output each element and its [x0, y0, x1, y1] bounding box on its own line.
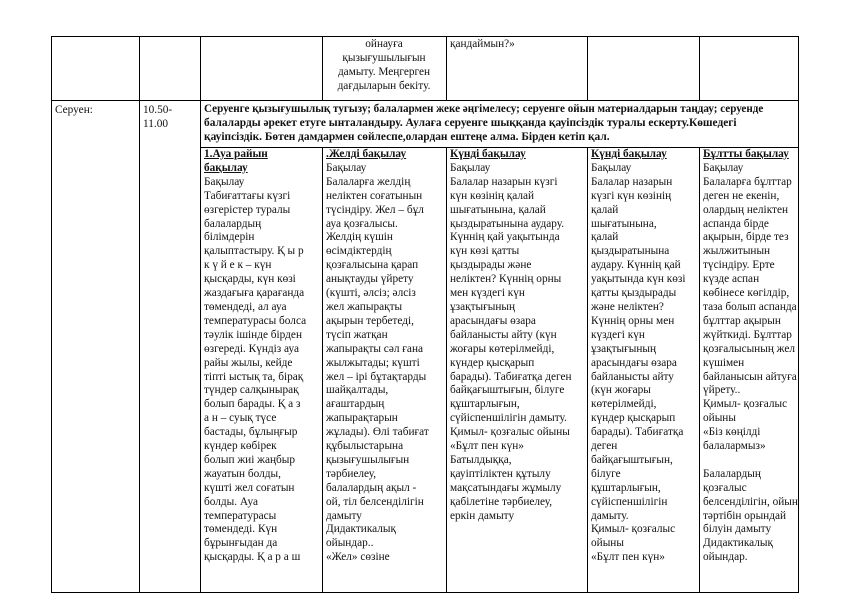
table-col-border: [798, 36, 799, 593]
table-col-border: [587, 147, 588, 593]
text-line: ойындар.: [703, 551, 748, 564]
text-line: қозғалысының жел: [703, 342, 795, 355]
text-line: 10.50-: [143, 104, 173, 116]
text-line: Қимыл- қозғалыс: [591, 523, 676, 536]
table-col-border: [322, 36, 323, 101]
text-line: жауатын болды,: [204, 467, 281, 480]
text-line: болып барады. Қ а з: [204, 398, 301, 411]
text-line: қызығушылығын: [326, 453, 410, 466]
text-line: райы жылы, кейде: [204, 356, 293, 369]
text-line: ой, тіл белсенділігін: [326, 495, 424, 508]
text-line: күзде аспан: [703, 273, 760, 286]
text-line: үйрету..: [703, 384, 741, 397]
walk-label: [55, 104, 137, 118]
text-line: ауа қозғалысы.: [326, 217, 398, 230]
table-col-border: [51, 36, 52, 593]
text-line: болды. Ауа: [204, 495, 258, 508]
walk-intro: [204, 103, 798, 145]
text-line: күндер қысқарып: [450, 356, 535, 369]
text-line: байланысын айтуға: [703, 370, 797, 383]
table-col-border: [446, 147, 447, 593]
text-line: балалармыз»: [703, 440, 766, 453]
text-line: жел – ірі бұтақтарды: [326, 370, 427, 383]
text-line: аудару. Күннің қай: [591, 259, 681, 272]
text-line: жылжытады; күшті: [326, 356, 420, 369]
text-line: қозғалыс: [703, 481, 747, 494]
text-line: а н – суық түсе: [204, 412, 277, 425]
text-line: деген не екенін,: [703, 189, 780, 202]
text-line: жаздағыға қарағанда: [204, 287, 305, 300]
text-line: қабілетіне тәрбиелеу,: [450, 495, 553, 508]
text-line: мақсатындағы жұмылу: [450, 481, 562, 494]
text-line: төмендеді. Күн: [204, 523, 278, 536]
table-col-border: [446, 36, 447, 101]
text-line: жел жапырақты: [326, 300, 403, 313]
text-line: қандаймын?»: [450, 38, 515, 50]
observation-clouds: [703, 148, 798, 565]
observation-title: бақылау: [204, 161, 248, 174]
text-line: бастады, бұлыңғыр: [204, 426, 298, 439]
text-line: байқағыштығын,: [591, 453, 673, 466]
text-line: білуге: [591, 467, 621, 480]
table-col-border: [699, 147, 700, 593]
text-line: ұзақтығының: [591, 342, 657, 355]
text-line: өсімдіктердің: [326, 245, 392, 258]
text-line: балаларды әрекет етуге ынталандыру. Аулаға серуенге шыққанда қауіпсіздік туралы ескерту.Көшедегі: [204, 116, 737, 129]
text-line: күзгі күн көзінің: [591, 189, 672, 202]
text-line: қауіптіліктен құтылу: [450, 467, 551, 480]
text-line: жүйткиді. Бұлттар: [703, 328, 792, 341]
text-line: (күшті, әлсіз; әлсіз: [326, 287, 416, 300]
text-line: «Біз көңілді: [703, 426, 761, 439]
text-line: қыздыратынына аудару.: [450, 217, 565, 230]
text-line: ақырын, бірде тез: [703, 231, 789, 244]
text-line: жұлады). Өлі табиғат: [326, 426, 429, 439]
text-line: Бақылау: [326, 161, 367, 174]
text-line: күн көзінің қалай: [450, 189, 535, 202]
text-line: Бақылау: [591, 161, 632, 174]
text-line: түсіндіру. Жел – бұл: [326, 203, 424, 216]
text-line: Бақылау: [703, 161, 744, 174]
text-line: жапырақтарын: [326, 412, 398, 425]
text-line: Балаларға желдің: [326, 175, 411, 188]
text-line: Табиғаттағы күзгі: [204, 189, 291, 202]
text-line: және неліктен?: [591, 300, 664, 313]
text-line: Бақылау: [450, 161, 491, 174]
text-line: Желдің күшін: [326, 231, 393, 244]
text-line: білуін дамыту: [703, 523, 772, 536]
text-line: неліктен? Күннің орны: [450, 273, 562, 286]
text-line: Күннің қай уақытында: [450, 231, 560, 244]
text-line: сүйіспеншілігін дамыту.: [450, 412, 567, 425]
observation-title: 1.Ауа райын: [204, 148, 268, 160]
text-line: температурасы болса: [204, 314, 307, 327]
text-line: түндер салқынырақ: [204, 384, 299, 397]
observation-title: .Желді бақылау: [326, 148, 407, 160]
text-line: еркін дамыту: [450, 509, 515, 522]
text-line: деген: [591, 440, 618, 453]
text-line: Қимыл- қозғалыс ойыны: [450, 426, 570, 439]
top-cell-game: [450, 38, 584, 52]
text-line: болып жиі жаңбыр: [204, 453, 296, 466]
text-line: барады). Табиғатқа: [591, 426, 684, 439]
text-line: Балалардың: [703, 467, 761, 480]
observation-title: Күнді бақылау: [591, 148, 667, 160]
text-line: күн көзі қатты: [450, 245, 520, 258]
text-line: қозғалысына қарап: [326, 259, 419, 272]
text-line: [703, 454, 798, 468]
text-line: ойыны: [703, 412, 736, 425]
text-line: ойнауға: [365, 38, 403, 50]
text-line: мен күздегі күн: [450, 287, 525, 300]
text-line: ақырын тербетеді,: [326, 314, 414, 327]
text-line: к ү й е к – күн: [204, 259, 272, 272]
text-line: температурасы: [204, 509, 277, 522]
text-line: құбылыстарына: [326, 440, 404, 453]
text-line: күндер көбірек: [204, 440, 277, 453]
text-line: қатты қыздырады: [591, 287, 677, 300]
text-line: таза болып аспанда: [703, 300, 797, 313]
text-line: байқағыштығын, білуге: [450, 384, 565, 397]
text-line: күшті жел соғатын: [204, 481, 295, 494]
text-line: қысқарды. Қ а р а ш: [204, 551, 301, 564]
text-line: қалай: [591, 203, 619, 216]
text-line: құштарлығын,: [591, 481, 661, 494]
table-top-border: [51, 36, 799, 37]
text-line: қысқарды, күн көзі: [204, 273, 296, 286]
text-line: жапырақты сәл ғана: [326, 342, 424, 355]
text-line: құштарлығын,: [450, 398, 520, 411]
text-line: қалыптастыру. Қ ы р: [204, 245, 304, 258]
text-line: дамыту: [326, 509, 362, 522]
text-line: жоғары көтерілмейді,: [450, 342, 555, 355]
text-line: арасындағы өзара: [450, 314, 536, 327]
text-line: Балалар назарын күзгі: [450, 175, 558, 188]
text-line: жылжитынын: [703, 245, 771, 258]
observation-weather: [204, 148, 322, 565]
text-line: «Жел» сөзіне: [326, 551, 390, 564]
table-col-border: [699, 36, 700, 101]
top-cell-activity: [324, 38, 444, 94]
text-line: тәулік ішінде бірден: [204, 328, 302, 341]
text-line: Батылдыққа,: [450, 453, 512, 466]
text-line: шығатынына, қалай: [450, 203, 546, 216]
text-line: ағаштардың: [326, 398, 385, 411]
observation-sun-2: [591, 148, 699, 565]
text-line: қауіпсіздік. Бөтен дамдармен сөйлеспе,олардан ештеңе алма. Бірден кетіп қал.: [204, 130, 610, 143]
text-line: көбінесе көгілдір,: [703, 287, 790, 300]
table-col-border: [139, 36, 140, 593]
text-line: тәрбиелеу,: [326, 467, 377, 480]
text-line: өзгерістер туралы: [204, 203, 291, 216]
text-line: Күннің орны мен: [591, 314, 675, 327]
text-line: ұзақтығының: [450, 300, 516, 313]
text-line: шығатынына,: [591, 217, 657, 230]
text-line: Балалар назарын: [591, 175, 673, 188]
table-col-border: [322, 147, 323, 593]
text-line: Дидактикалық: [326, 523, 396, 536]
text-line: дамыту.: [591, 509, 629, 522]
text-line: қалай: [591, 231, 619, 244]
table-col-border: [200, 36, 201, 593]
text-line: Дидактикалық: [703, 537, 773, 550]
text-line: қызығушылығын: [342, 51, 426, 64]
text-line: күздегі күн: [591, 328, 645, 341]
text-line: Бақылау: [204, 175, 245, 188]
text-line: дағдыларын бекіту.: [337, 79, 431, 92]
text-line: төмендеді, ал ауа: [204, 300, 287, 313]
observation-wind: [326, 148, 446, 565]
text-line: Серуенге қызығушылық тугызу; балалармен жеке әңгімелесу; серуенге ойын материалдарын таңдау; серуенде: [204, 103, 764, 115]
text-line: байланысты айту (күн: [450, 328, 557, 341]
table-bottom-border: [51, 592, 799, 593]
walk-time: [143, 104, 199, 132]
text-line: «Бұлт пен күн»: [591, 551, 665, 564]
text-line: «Бұлт пен күн»: [450, 440, 524, 453]
text-line: балалардың: [204, 217, 262, 230]
text-line: түсіп жатқан: [326, 328, 388, 341]
text-line: тіпті ыстық та, бірақ: [204, 370, 304, 383]
text-line: бұрынғыдан да: [204, 537, 278, 550]
observation-title: Бұлтты бақылау: [703, 148, 789, 160]
text-line: қыздырады және: [450, 259, 532, 272]
text-line: тәртібін орындай: [703, 509, 787, 522]
text-line: барады). Табиғатқа деген: [450, 370, 572, 383]
text-line: неліктен соғатынын: [326, 189, 423, 202]
text-line: балалардың ақыл -: [326, 481, 417, 494]
text-line: Қимыл- қозғалыс: [703, 398, 788, 411]
text-line: (күн жоғары: [591, 384, 651, 397]
table-row-divider: [51, 100, 799, 101]
text-line: өзгереді. Күндіз ауа: [204, 342, 300, 355]
text-line: Серуен:: [55, 104, 93, 116]
text-line: белсенділігін, ойын: [703, 495, 798, 508]
text-line: шайқалтады,: [326, 384, 389, 397]
text-line: байланысты айту: [591, 370, 674, 383]
text-line: 11.00: [143, 117, 168, 130]
observation-sun: [450, 148, 587, 523]
text-line: көтерілмейді,: [591, 398, 657, 411]
text-line: арасындағы өзара: [591, 356, 677, 369]
text-line: уақытында күн көзі: [591, 273, 686, 286]
text-line: білімдерін: [204, 231, 255, 244]
text-line: аспанда бірде: [703, 217, 769, 230]
text-line: дамыту. Меңгерген: [337, 65, 431, 78]
observation-title: Күнді бақылау: [450, 148, 526, 160]
text-line: анықтауды үйрету: [326, 273, 414, 286]
table-col-border: [587, 36, 588, 101]
text-line: ойындар..: [326, 537, 374, 550]
text-line: бұлттар ақырын: [703, 314, 781, 327]
text-line: ойыны: [591, 537, 624, 550]
text-line: қыздыратынына: [591, 245, 670, 258]
text-line: сүйіспеншілігін: [591, 495, 668, 508]
text-line: түсіндіру. Ерте: [703, 259, 775, 272]
text-line: күшімен: [703, 356, 745, 369]
text-line: Балаларға бұлттар: [703, 175, 792, 188]
text-line: олардың неліктен: [703, 203, 789, 216]
text-line: күндер қысқарып: [591, 412, 676, 425]
